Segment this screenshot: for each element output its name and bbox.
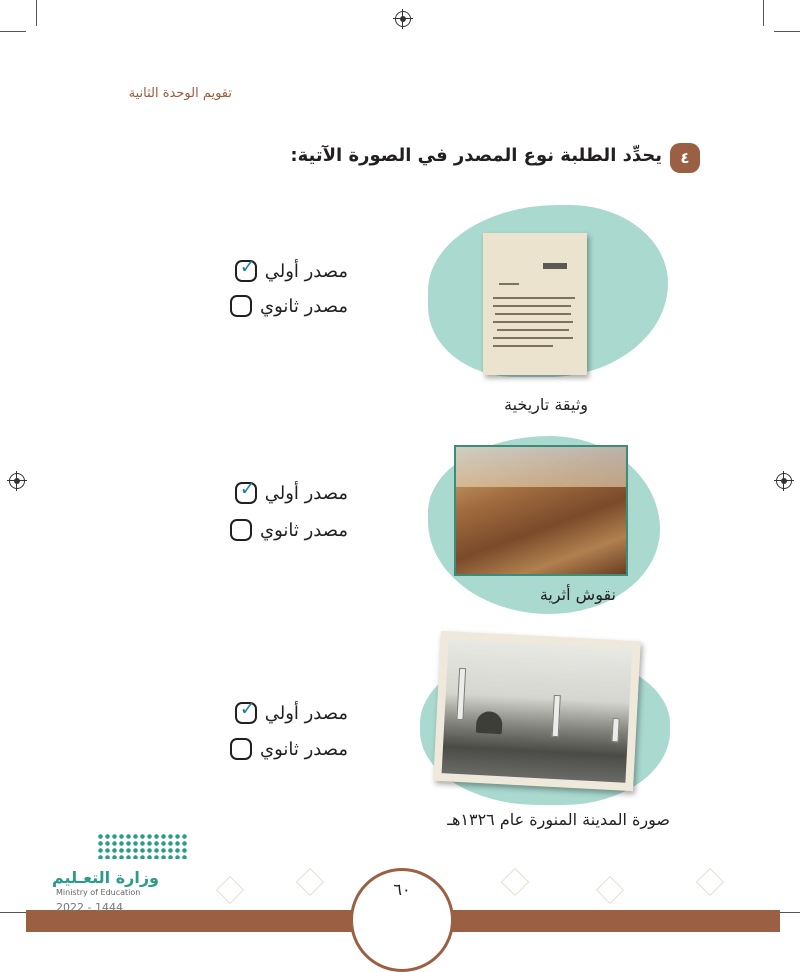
option-label: مصدر أولي	[264, 260, 348, 282]
option-label: مصدر ثانوي	[259, 295, 348, 317]
item-1-caption: وثيقة تاريخية	[503, 395, 588, 414]
checkbox[interactable]	[235, 256, 257, 282]
checkmark-icon: ✓	[239, 478, 256, 500]
crop-mark	[763, 0, 764, 26]
checkmark-icon: ✓	[239, 256, 256, 278]
item-3-option-secondary[interactable]	[230, 736, 348, 762]
historical-document-icon	[483, 233, 587, 375]
option-label: مصدر أولي	[264, 702, 348, 724]
item-3-caption: صورة المدينة المنورة عام ١٣٢٦هـ	[447, 810, 670, 829]
ministry-logo-icon	[97, 833, 187, 859]
registration-mark-icon	[9, 473, 25, 489]
item-2-option-primary[interactable]	[235, 480, 348, 506]
registration-mark-icon	[776, 473, 792, 489]
pattern-decoration	[596, 876, 624, 904]
pattern-decoration	[696, 868, 724, 896]
checkbox[interactable]	[230, 738, 252, 760]
item-2-caption: نقوش أثرية	[539, 585, 616, 604]
registration-mark-icon	[395, 11, 411, 27]
pattern-decoration	[216, 876, 244, 904]
item-3-option-primary[interactable]	[235, 700, 348, 726]
crop-mark	[0, 912, 26, 913]
crop-mark	[36, 0, 37, 26]
question-number-badge: ٤	[670, 143, 700, 173]
checkbox[interactable]	[235, 478, 257, 504]
checkbox[interactable]	[230, 519, 252, 541]
old-madinah-photo-icon	[433, 631, 641, 791]
option-label: مصدر ثانوي	[259, 738, 348, 760]
pattern-decoration	[296, 868, 324, 896]
question-text: يحدِّد الطلبة نوع المصدر في الصورة الآتية:	[290, 145, 662, 166]
edition-year: 2022 - 1444	[56, 901, 123, 914]
checkmark-icon: ✓	[239, 698, 256, 720]
pattern-decoration	[501, 868, 529, 896]
checkbox[interactable]	[230, 295, 252, 317]
option-label: مصدر أولي	[264, 482, 348, 504]
item-1-option-primary[interactable]	[235, 258, 348, 284]
ministry-name-en: Ministry of Education	[56, 888, 141, 897]
rock-inscriptions-icon	[454, 445, 628, 576]
checkbox[interactable]	[235, 698, 257, 724]
unit-title: تقويم الوحدة الثانية	[128, 86, 232, 101]
item-2-option-secondary[interactable]	[230, 517, 348, 543]
option-label: مصدر ثانوي	[259, 519, 348, 541]
crop-mark	[774, 31, 800, 32]
page-number: ٦٠	[393, 880, 411, 899]
item-1-option-secondary[interactable]	[230, 293, 348, 319]
ministry-name-ar: وزارة التعـليم	[52, 868, 159, 887]
crop-mark	[0, 31, 26, 32]
